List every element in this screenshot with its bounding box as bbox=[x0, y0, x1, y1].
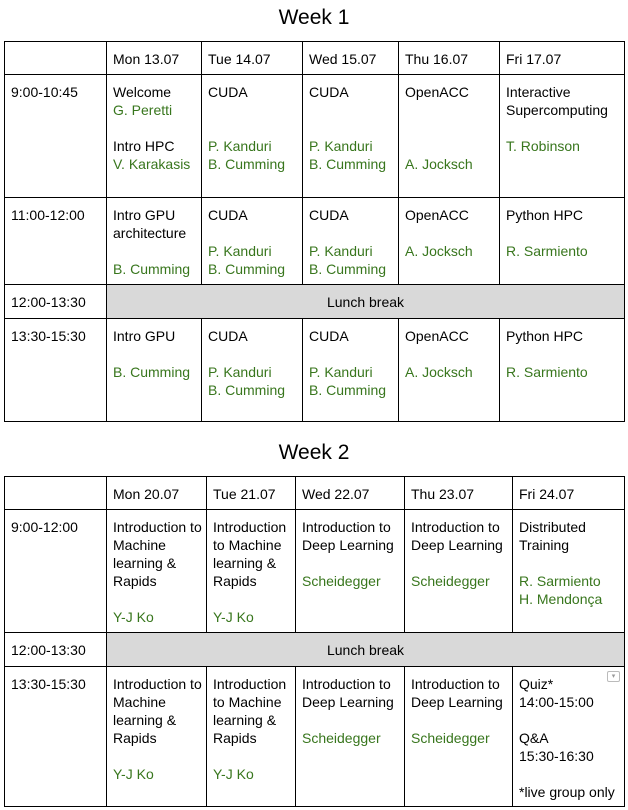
session-title-line: CUDA bbox=[208, 207, 248, 223]
speaker-name: H. Mendonça bbox=[519, 591, 603, 607]
speaker-name: B. Cumming bbox=[113, 364, 191, 380]
spacer bbox=[519, 765, 618, 783]
session-title-line: *live group only bbox=[519, 784, 615, 800]
session-title-line: 14:00-15:00 bbox=[519, 694, 594, 710]
session-title-line: Introduction to bbox=[113, 676, 202, 692]
day-header: Mon 13.07 bbox=[107, 42, 202, 75]
speaker-name: B. Cumming bbox=[208, 156, 286, 172]
speaker-name: G. Peretti bbox=[113, 102, 173, 118]
session-cell bbox=[207, 510, 296, 633]
session-title-line: Introduction to bbox=[411, 676, 500, 692]
session-cell bbox=[107, 510, 207, 633]
speaker-name: Y-J Ko bbox=[113, 609, 154, 625]
spacer bbox=[213, 747, 289, 765]
session-cell bbox=[296, 667, 405, 807]
session-title-line: 15:30-16:30 bbox=[519, 748, 594, 764]
spacer bbox=[405, 345, 493, 363]
day-header: Fri 17.07 bbox=[500, 42, 625, 75]
speaker-name: B. Cumming bbox=[208, 382, 286, 398]
spacer bbox=[506, 119, 618, 137]
spacer bbox=[519, 711, 618, 729]
lunch-break-cell: Lunch break bbox=[107, 633, 625, 667]
session-cell bbox=[303, 75, 399, 198]
session-title-line: Introduction bbox=[213, 519, 287, 535]
session-title-line: Rapids bbox=[213, 730, 257, 746]
session-title-line: Intro GPU bbox=[113, 328, 176, 344]
session-cell bbox=[107, 198, 202, 285]
session-title-line: Interactive bbox=[506, 84, 571, 100]
time-slot-cell: 12:00-13:30 bbox=[5, 285, 107, 319]
spacer bbox=[405, 137, 493, 155]
session-row bbox=[5, 75, 625, 198]
speaker-name: R. Sarmiento bbox=[506, 364, 588, 380]
session-cell bbox=[405, 667, 513, 807]
time-slot-cell: 13:30-15:30 bbox=[5, 667, 107, 807]
time-slot-cell: 11:00-12:00 bbox=[5, 198, 107, 285]
session-title-line: Introduction to bbox=[411, 519, 500, 535]
session-cell bbox=[296, 510, 405, 633]
session-cell bbox=[513, 510, 625, 633]
speaker-name: P. Kanduri bbox=[309, 138, 373, 154]
week-2-schedule-table bbox=[4, 476, 625, 807]
speaker-name: R. Sarmiento bbox=[519, 573, 601, 589]
spacer bbox=[302, 554, 398, 572]
session-title-line: CUDA bbox=[309, 84, 349, 100]
session-title-line: Deep Learning bbox=[302, 537, 394, 553]
session-title-line: CUDA bbox=[208, 84, 248, 100]
session-title-line: Python HPC bbox=[506, 328, 584, 344]
session-row bbox=[5, 667, 625, 807]
spacer bbox=[411, 554, 506, 572]
session-title-line: Deep Learning bbox=[411, 694, 503, 710]
session-title-line: to Machine bbox=[213, 694, 282, 710]
day-header: Thu 23.07 bbox=[405, 477, 513, 510]
spacer bbox=[302, 711, 398, 729]
session-title-line: OpenACC bbox=[405, 328, 469, 344]
spacer bbox=[506, 224, 618, 242]
session-title-line: Intro GPU bbox=[113, 207, 176, 223]
speaker-name: B. Cumming bbox=[208, 261, 286, 277]
spacer bbox=[506, 345, 618, 363]
week-1-title: Week 1 bbox=[278, 6, 350, 29]
speaker-name: T. Robinson bbox=[506, 138, 580, 154]
header-row bbox=[5, 477, 625, 510]
speaker-name: Scheidegger bbox=[411, 730, 490, 746]
speaker-name: B. Cumming bbox=[309, 156, 387, 172]
speaker-name: V. Karakasis bbox=[113, 156, 191, 172]
session-title-line: Rapids bbox=[113, 573, 157, 589]
time-slot-cell: 13:30-15:30 bbox=[5, 319, 107, 422]
speaker-name: Scheidegger bbox=[302, 730, 381, 746]
session-cell bbox=[202, 198, 303, 285]
spacer bbox=[113, 747, 200, 765]
spacer bbox=[208, 101, 296, 119]
day-header: Tue 21.07 bbox=[207, 477, 296, 510]
session-cell bbox=[303, 319, 399, 422]
session-title-line: CUDA bbox=[309, 328, 349, 344]
week-2-title: Week 2 bbox=[278, 441, 350, 464]
spacer bbox=[113, 119, 195, 137]
session-cell bbox=[107, 75, 202, 198]
speaker-name: B. Cumming bbox=[113, 261, 191, 277]
session-title-line: Rapids bbox=[113, 730, 157, 746]
session-cell bbox=[405, 510, 513, 633]
session-title-line: OpenACC bbox=[405, 84, 469, 100]
session-cell bbox=[107, 667, 207, 807]
session-title-line: Distributed bbox=[519, 519, 586, 535]
spacer bbox=[208, 345, 296, 363]
session-cell bbox=[399, 75, 500, 198]
day-header: Mon 20.07 bbox=[107, 477, 207, 510]
session-title-line: learning & bbox=[113, 555, 177, 571]
speaker-name: Scheidegger bbox=[302, 573, 381, 589]
spacer bbox=[405, 101, 493, 119]
spacer bbox=[309, 224, 392, 242]
day-header: Wed 22.07 bbox=[296, 477, 405, 510]
session-title-line: Training bbox=[519, 537, 570, 553]
session-cell bbox=[207, 667, 296, 807]
session-cell bbox=[202, 75, 303, 198]
time-slot-cell: 9:00-10:45 bbox=[5, 75, 107, 198]
day-header: Fri 24.07 bbox=[513, 477, 625, 510]
session-cell bbox=[399, 198, 500, 285]
speaker-name: P. Kanduri bbox=[208, 364, 272, 380]
lunch-row bbox=[5, 285, 625, 319]
spacer bbox=[405, 224, 493, 242]
session-title-line: learning & bbox=[213, 712, 277, 728]
spacer bbox=[208, 224, 296, 242]
day-header: Wed 15.07 bbox=[303, 42, 399, 75]
session-cell bbox=[107, 319, 202, 422]
spacer bbox=[405, 119, 493, 137]
session-cell bbox=[513, 667, 625, 807]
spacer bbox=[411, 711, 506, 729]
filter-dropdown-icon[interactable]: ▾ bbox=[607, 671, 620, 682]
session-title-line: Deep Learning bbox=[302, 694, 394, 710]
speaker-name: P. Kanduri bbox=[309, 243, 373, 259]
session-row bbox=[5, 198, 625, 285]
lunch-row bbox=[5, 633, 625, 667]
session-title-line: Q&A bbox=[519, 730, 549, 746]
week-1-schedule-table bbox=[4, 41, 625, 422]
speaker-name: P. Kanduri bbox=[309, 364, 373, 380]
spacer bbox=[113, 242, 195, 260]
header-corner-cell bbox=[5, 477, 107, 510]
header-row bbox=[5, 42, 625, 75]
session-title-line: Introduction to bbox=[113, 519, 202, 535]
session-title-line: Supercomputing bbox=[506, 102, 608, 118]
speaker-name: A. Jocksch bbox=[405, 156, 473, 172]
session-title-line: OpenACC bbox=[405, 207, 469, 223]
speaker-name: B. Cumming bbox=[309, 382, 387, 398]
session-row bbox=[5, 510, 625, 633]
spacer bbox=[113, 345, 195, 363]
time-slot-cell: 9:00-12:00 bbox=[5, 510, 107, 633]
speaker-name: Y-J Ko bbox=[113, 766, 154, 782]
spacer bbox=[309, 119, 392, 137]
session-title-line: Machine bbox=[113, 537, 166, 553]
session-title-line: Introduction to bbox=[302, 676, 391, 692]
session-title-line: Introduction bbox=[213, 676, 287, 692]
speaker-name: P. Kanduri bbox=[208, 243, 272, 259]
day-header: Tue 14.07 bbox=[202, 42, 303, 75]
session-title-line: learning & bbox=[113, 712, 177, 728]
session-title-line: to Machine bbox=[213, 537, 282, 553]
session-cell bbox=[500, 75, 625, 198]
session-title-line: CUDA bbox=[309, 207, 349, 223]
day-header: Thu 16.07 bbox=[399, 42, 500, 75]
session-title-line: Introduction to bbox=[302, 519, 391, 535]
spacer bbox=[309, 345, 392, 363]
session-title-line: Machine bbox=[113, 694, 166, 710]
session-cell bbox=[303, 198, 399, 285]
speaker-name: Y-J Ko bbox=[213, 766, 254, 782]
session-title-line: Quiz* bbox=[519, 676, 554, 692]
spacer bbox=[519, 554, 618, 572]
lunch-break-cell: Lunch break bbox=[107, 285, 625, 319]
time-slot-cell: 12:00-13:30 bbox=[5, 633, 107, 667]
spacer bbox=[213, 590, 289, 608]
session-title-line: learning & bbox=[213, 555, 277, 571]
header-corner-cell bbox=[5, 42, 107, 75]
spacer bbox=[208, 119, 296, 137]
session-title-line: Python HPC bbox=[506, 207, 584, 223]
speaker-name: Y-J Ko bbox=[213, 609, 254, 625]
session-title-line: Intro HPC bbox=[113, 138, 175, 154]
session-row bbox=[5, 319, 625, 422]
session-cell bbox=[500, 319, 625, 422]
session-title-line: Welcome bbox=[113, 84, 172, 100]
session-title-line: Deep Learning bbox=[411, 537, 503, 553]
speaker-name: P. Kanduri bbox=[208, 138, 272, 154]
session-cell bbox=[500, 198, 625, 285]
session-cell bbox=[202, 319, 303, 422]
speaker-name: B. Cumming bbox=[309, 261, 387, 277]
speaker-name: A. Jocksch bbox=[405, 243, 473, 259]
spacer bbox=[309, 101, 392, 119]
session-title-line: CUDA bbox=[208, 328, 248, 344]
session-title-line: architecture bbox=[113, 225, 187, 241]
speaker-name: R. Sarmiento bbox=[506, 243, 588, 259]
session-cell bbox=[399, 319, 500, 422]
session-title-line: Rapids bbox=[213, 573, 257, 589]
speaker-name: Scheidegger bbox=[411, 573, 490, 589]
spacer bbox=[113, 590, 200, 608]
speaker-name: A. Jocksch bbox=[405, 364, 473, 380]
